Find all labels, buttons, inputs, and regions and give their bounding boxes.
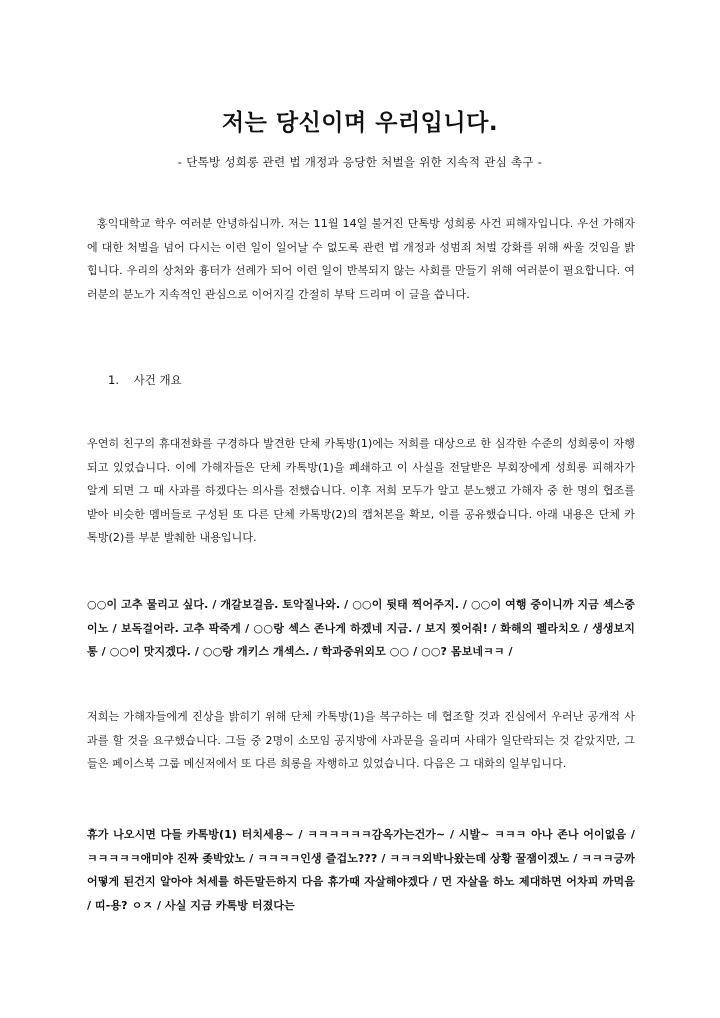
document-title: 저는 당신이며 우리입니다. [221,110,499,136]
section-heading [108,372,182,388]
body-paragraph-2: 저희는 가해자들에게 진상을 밝히기 위해 단체 카톡방(1)을 복구하는 데 협조할 것과 진심에서 우러난 공개적 사과를 할 것을 요구했습니다. 그들 중 2명이 소모임 공지방에 사과문을 올리며 사태가 일단락되는 것 같았지만, 그들은 페이스북 그룹 메신저에서 또 다른 희롱을 자행하고 있었습니다. 다음은 그 대화의 일부입니다. [87,710,635,770]
intro-paragraph: 홍익대학교 학우 여러분 안녕하십니까. 저는 11월 14일 불거진 단톡방 성희롱 사건 피해자입니다. 우선 가해자에 대한 처벌을 넘어 다시는 이런 일이 일어날 수 없도록 관련 법 개정과 성범죄 처벌 강화를 위해 싸울 것임을 밝힙니다. 우리의 상처와 흉터가 선례가 되어 이런 일이 반복되지 않는 사회를 만들기 위해 여러분이 필요합니다. 여러분의 분노가 지속적인 관심으로 이어지길 간절히 부탁 드리며 이 글을 씁니다. [87,217,635,301]
quote-block-1: ○○이 고추 물리고 싶다. / 개갈보걸음. 토악질나와. / ○○이 뒷태 찍어주지. / ○○이 여행 중이니까 지금 섹스중이노 / 보독걸어라. 고추 팍죽게 / ○○랑 섹스 존나게 하겠네 지금. / 보지 찢어줘! / 화해의 펠라치오 / 생생보지통 / ○○이 맛지겠다. / ○○랑 개키스 개섹스. / 학과중위외모 ○○ / ○○? 몸보네ㅋㅋ / [87,598,635,658]
quote-block-2: 휴가 나오시면 다들 카톡방(1) 터치세용~ / ㅋㅋㅋㅋㅋㅋ감옥가는건가~ / 시발~ ㅋㅋㅋ 아나 존나 어이없음 / ㅋㅋㅋㅋㅋ애미야 진짜 좆박았노 / ㅋㅋㅋㅋ인생 즐겁노??? / ㅋㅋㅋ외박나왔는데 상황 꿀잼이겠노 / ㅋㅋㅋ긍까 어떻게 된건지 알아야 처세를 하든말든하지 다음 휴가때 자살해야겠다 / 먼 자살을 하노 제대하면 어차피 까먹음 / 띠-용? ㅇㅈ / 사실 지금 카톡방 터졌다는 [87,828,635,912]
section-title: 사건 개요 [133,373,182,387]
body-paragraph-1: 우연히 친구의 휴대전화를 구경하다 발견한 단체 카톡방(1)에는 저희를 대상으로 한 심각한 수준의 성희롱이 자행되고 있었습니다. 이에 가해자들은 단체 카톡방(1)을 폐쇄하고 이 사실을 전달받은 부회장에게 성희롱 피해자가 알게 되면 그 때 사과를 하겠다는 의사를 전했습니다. 이후 저희 모두가 알고 분노했고 가해자 중 한 명의 협조를 받아 비슷한 멤버들로 구성된 또 다른 단체 카톡방(2)의 캡처본을 확보, 이를 공유했습니다. 아래 내용은 단체 카톡방(2)를 부분 발췌한 내용입니다. [87,437,635,544]
document-subtitle: - 단톡방 성희롱 관련 법 개정과 응당한 처벌을 위한 지속적 관심 촉구 - [177,155,543,169]
section-number: 1. [108,373,119,387]
